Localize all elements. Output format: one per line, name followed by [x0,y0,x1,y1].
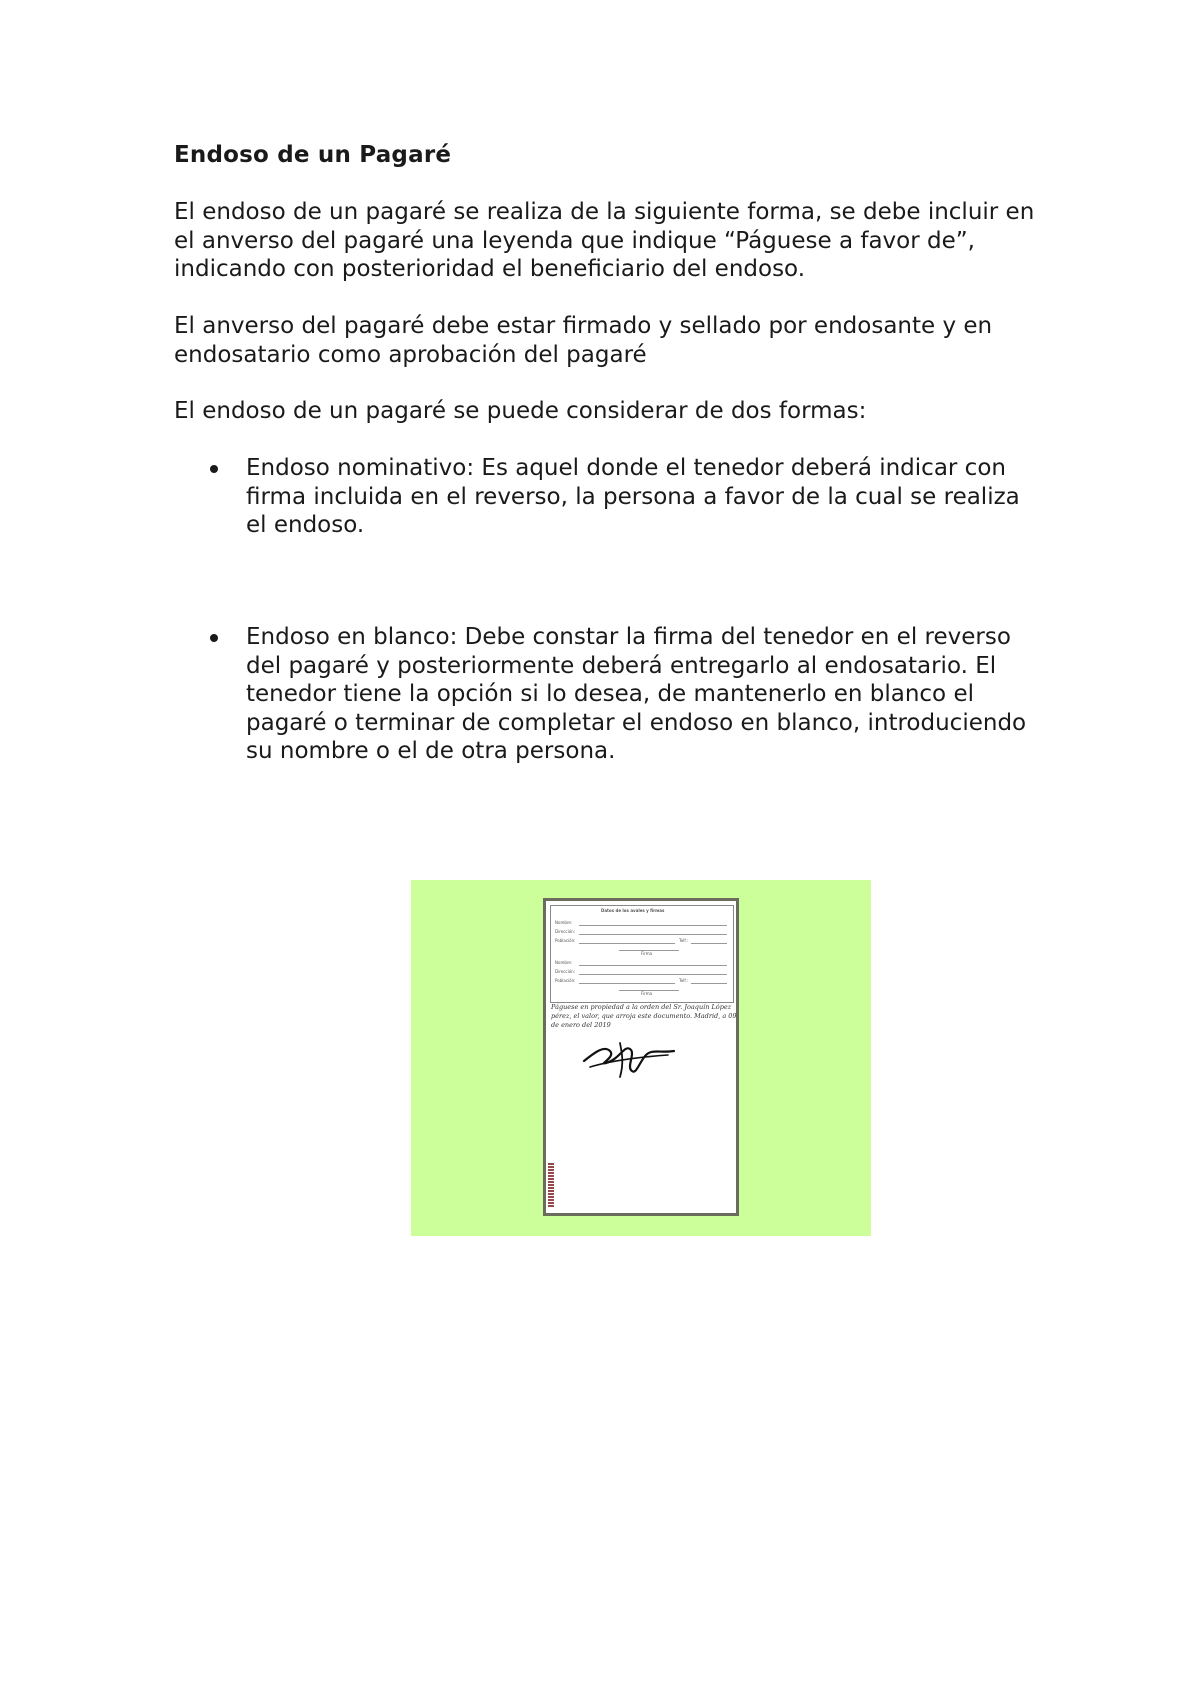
bullet-icon [210,634,218,642]
paragraph-signature-requirement: El anverso del pagaré debe estar firmado y sellado por endosante y en endosatario como aprobación del pagaré [174,313,993,368]
form-label-direccion: Dirección: [555,969,576,974]
bullet-text-blank: Endoso en blanco: Debe constar la firma del tenedor en el reverso del pagaré y posteriormente deberá entregarlo al endosatario. El tenedor tiene la opción si lo desea, de mantenerlo en blanco el pagaré o terminar de completar el endoso en blanco, introduciendo su nombre o el de otra persona. [246,624,1027,765]
paragraph-endorsement-procedure: El endoso de un pagaré se realiza de la siguiente forma, se debe incluir en el anverso del pagaré una leyenda que indique “Páguese a favor de”, indicando con posterioridad el beneficiario del endoso. [174,199,1035,283]
form-label-telf: Telf.: [679,938,689,943]
promissory-note-image [411,880,871,1236]
form-line [579,974,727,975]
form-heading: Datos de los avales y firmas [601,908,665,913]
form-line [579,943,675,944]
form-label-direccion: Dirección: [555,929,576,934]
form-line [579,934,727,935]
form-label-nombre: Nombre: [555,920,573,925]
handwritten-endorsement: Páguese en propiedad a la orden del Sr. Joaquín López pérez, el valor, que arroja este documento. Madrid, a 09 de enero del 2019 [551,1003,737,1029]
form-label-firma: Firma [641,991,653,996]
bullet-text-nominative: Endoso nominativo: Es aquel donde el tenedor deberá indicar con firma incluida en el reverso, la persona a favor de la cual se realiza el endoso. [246,455,1020,539]
form-line [579,965,727,966]
form-label-poblacion: Población: [555,938,576,943]
promissory-note-back [543,898,739,1216]
bullet-icon [210,465,218,473]
form-label-nombre: Nombre: [555,960,573,965]
page-title: Endoso de un Pagaré [174,142,452,168]
handwritten-signature-icon [580,1031,680,1081]
paragraph-types-intro: El endoso de un pagaré se puede considerar de dos formas: [174,398,867,424]
form-line [691,983,727,984]
guarantor-form [550,905,734,1003]
side-stamp-icon [548,1163,554,1207]
form-label-poblacion: Población: [555,978,576,983]
form-label-firma: Firma [641,951,653,956]
form-line [579,925,727,926]
form-line [579,983,675,984]
form-line [691,943,727,944]
form-label-telf: Telf.: [679,978,689,983]
